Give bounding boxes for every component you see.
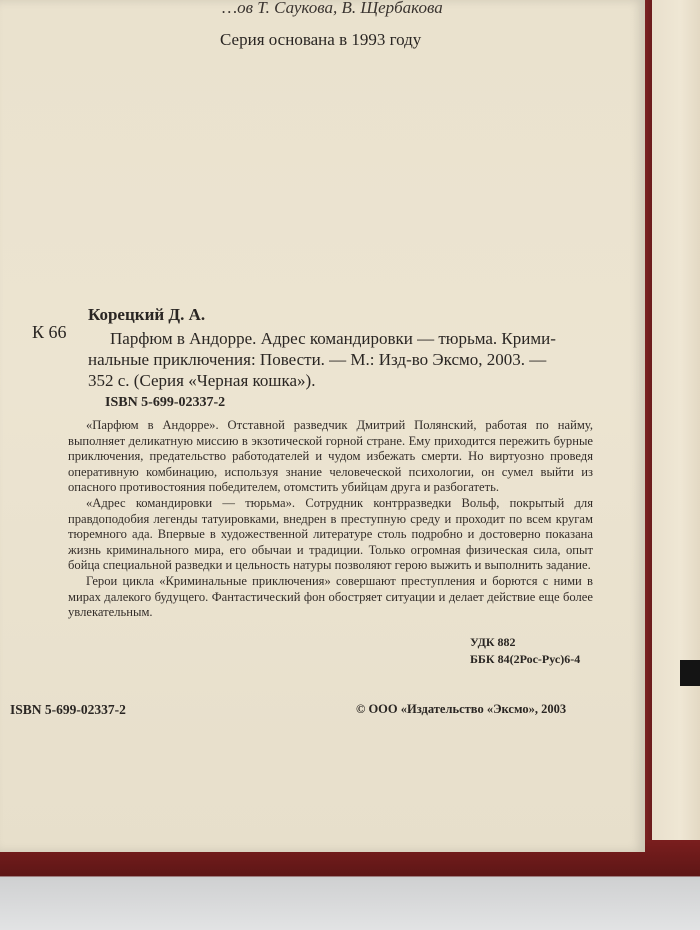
bbk-code: ББК 84(2Рос-Рус)6-4 — [470, 652, 581, 666]
annotation — [68, 418, 593, 621]
bib-line-1: Парфюм в Андорре. Адрес командировки — тюрьма. Крими- — [110, 329, 556, 348]
copyright-notice: © ООО «Издательство «Эксмо», 2003 — [356, 702, 567, 716]
udk-code: УДК 882 — [470, 635, 516, 649]
bibliographic-description — [88, 328, 603, 391]
bib-line-2: нальные приключения: Повести. — М.: Изд-во Эксмо, 2003. — — [88, 350, 547, 369]
classification-codes — [470, 634, 580, 668]
annotation-paragraph-2: «Адрес командировки — тюрьма». Сотрудник контрразведки Вольф, покрытый для правдоподобия легенды татуировками, внедрен в преступную среду и проходит по всем кругам тюремного ада. Впервые в художественной литературе столь подробно и достоверно показана жизнь криминального мира, его обычаи и традиции. Только огромная физическая сила, опыт бойца специальной разведки и цельность натуры позволяют герою выжить и выполнить задание. — [68, 495, 593, 573]
series-founded-line: Серия основана в 1993 году — [220, 30, 422, 49]
author-code: К 66 — [32, 322, 67, 342]
page-mark — [680, 660, 700, 686]
editors-line: …ов Т. Саукова, В. Щербакова — [222, 0, 443, 17]
footer-isbn: ISBN 5-699-02337-2 — [10, 702, 126, 717]
card-isbn: ISBN 5-699-02337-2 — [105, 395, 226, 410]
annotation-paragraph-3: Герои цикла «Криминальные приключения» совершают преступления и борются с ними в мирах далекого будущего. Фантастический фон обостряет ситуации и делает действие еще более увлекательным. — [68, 573, 593, 620]
bib-line-3: 352 с. (Серия «Черная кошка»). — [88, 371, 316, 390]
book-cover-bottom — [0, 840, 700, 930]
annotation-paragraph-1: «Парфюм в Андорре». Отставной разведчик Дмитрий Полянский, работая по найму, выполняет деликатную миссию в экзотической горной стране. Ему приходится пережить бурные приключения, предательство работодателей и чудом избежать смерти. Но виртуозно проведя оперативную комбинацию, используя знание человеческой психологии, он сумел выйти из опасного противостояния победителем, отомстить убийцам друга и разбогатеть. — [68, 418, 593, 495]
next-page-edge — [650, 0, 700, 860]
author-name: Корецкий Д. А. — [88, 305, 206, 324]
